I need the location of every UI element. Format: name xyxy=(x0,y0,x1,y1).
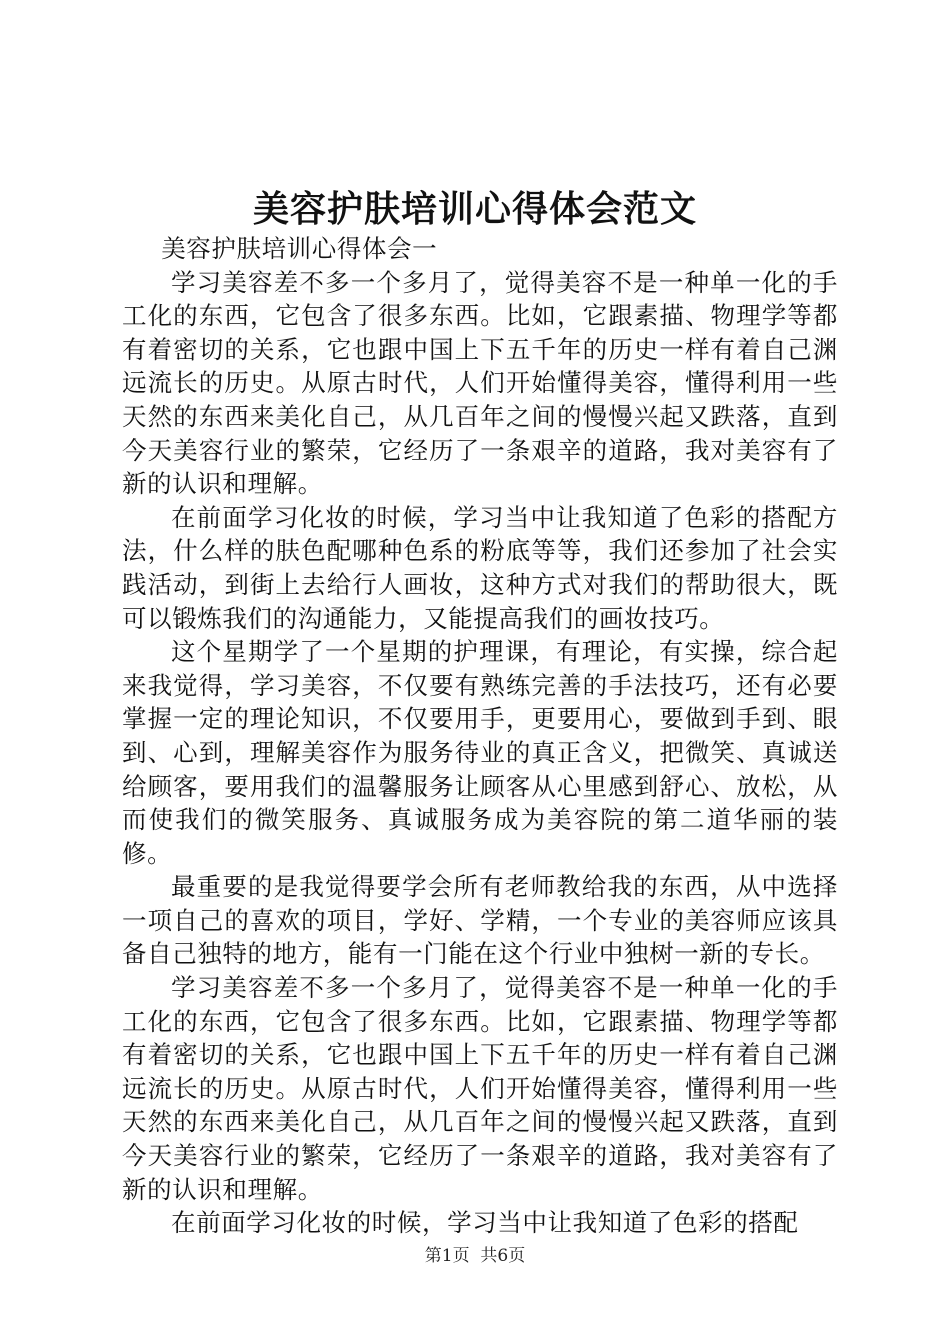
paragraph: 学习美容差不多一个多月了，觉得美容不是一种单一化的手工化的东西，它包含了很多东西。比如，它跟素描、物理学等都有着密切的关系，它也跟中国上下五千年的历史一样有着自己渊远流长的历史。从原古时代，人们开始懂得美容，懂得利用一些天然的东西来美化自己，从几百年之间的慢慢兴起又跌落，直到今天美容行业的繁荣，它经历了一条艰辛的道路，我对美容有了新的认识和理解。 xyxy=(122,267,838,499)
paragraph: 在前面学习化妆的时候，学习当中让我知道了色彩的搭配 xyxy=(171,1208,799,1238)
section-subtitle: 美容护肤培训心得体会一 xyxy=(161,234,438,263)
paragraph: 最重要的是我觉得要学会所有老师教给我的东西，从中选择一项自己的喜欢的项目，学好、学精，一个专业的美容师应该具备自己独特的地方，能有一门能在这个行业中独树一新的专长。 xyxy=(122,872,838,969)
page-total: 共6页 xyxy=(480,1246,526,1266)
paragraph: 这个星期学了一个星期的护理课，有理论，有实操，综合起来我觉得，学习美容，不仅要有熟练完善的手法技巧，还有必要掌握一定的理论知识，不仅要用手，更要用心，要做到手到、眼到、心到，理解美容作为服务待业的真正含义，把微笑、真诚送给顾客，要用我们的温馨服务让顾客从心里感到舒心、放松，从而使我们的微笑服务、真诚服务成为美容院的第二道华丽的装修。 xyxy=(122,637,838,868)
page-number: 第1页 xyxy=(424,1246,470,1266)
page-footer xyxy=(0,1244,950,1268)
paragraph: 学习美容差不多一个多月了，觉得美容不是一种单一化的手工化的东西，它包含了很多东西。比如，它跟素描、物理学等都有着密切的关系，它也跟中国上下五千年的历史一样有着自己渊远流长的历史。从原古时代，人们开始懂得美容，懂得利用一些天然的东西来美化自己，从几百年之间的慢慢兴起又跌落，直到今天美容行业的繁荣，它经历了一条艰辛的道路，我对美容有了新的认识和理解。 xyxy=(122,973,838,1204)
paragraph: 在前面学习化妆的时候，学习当中让我知道了色彩的搭配方法，什么样的肤色配哪种色系的粉底等等，我们还参加了社会实践活动，到街上去给行人画妆，这种方式对我们的帮助很大，既可以锻炼我们的沟通能力，又能提高我们的画妆技巧。 xyxy=(122,502,838,633)
document-title: 美容护肤培训心得体会范文 xyxy=(252,188,697,230)
document-body xyxy=(122,232,838,1240)
